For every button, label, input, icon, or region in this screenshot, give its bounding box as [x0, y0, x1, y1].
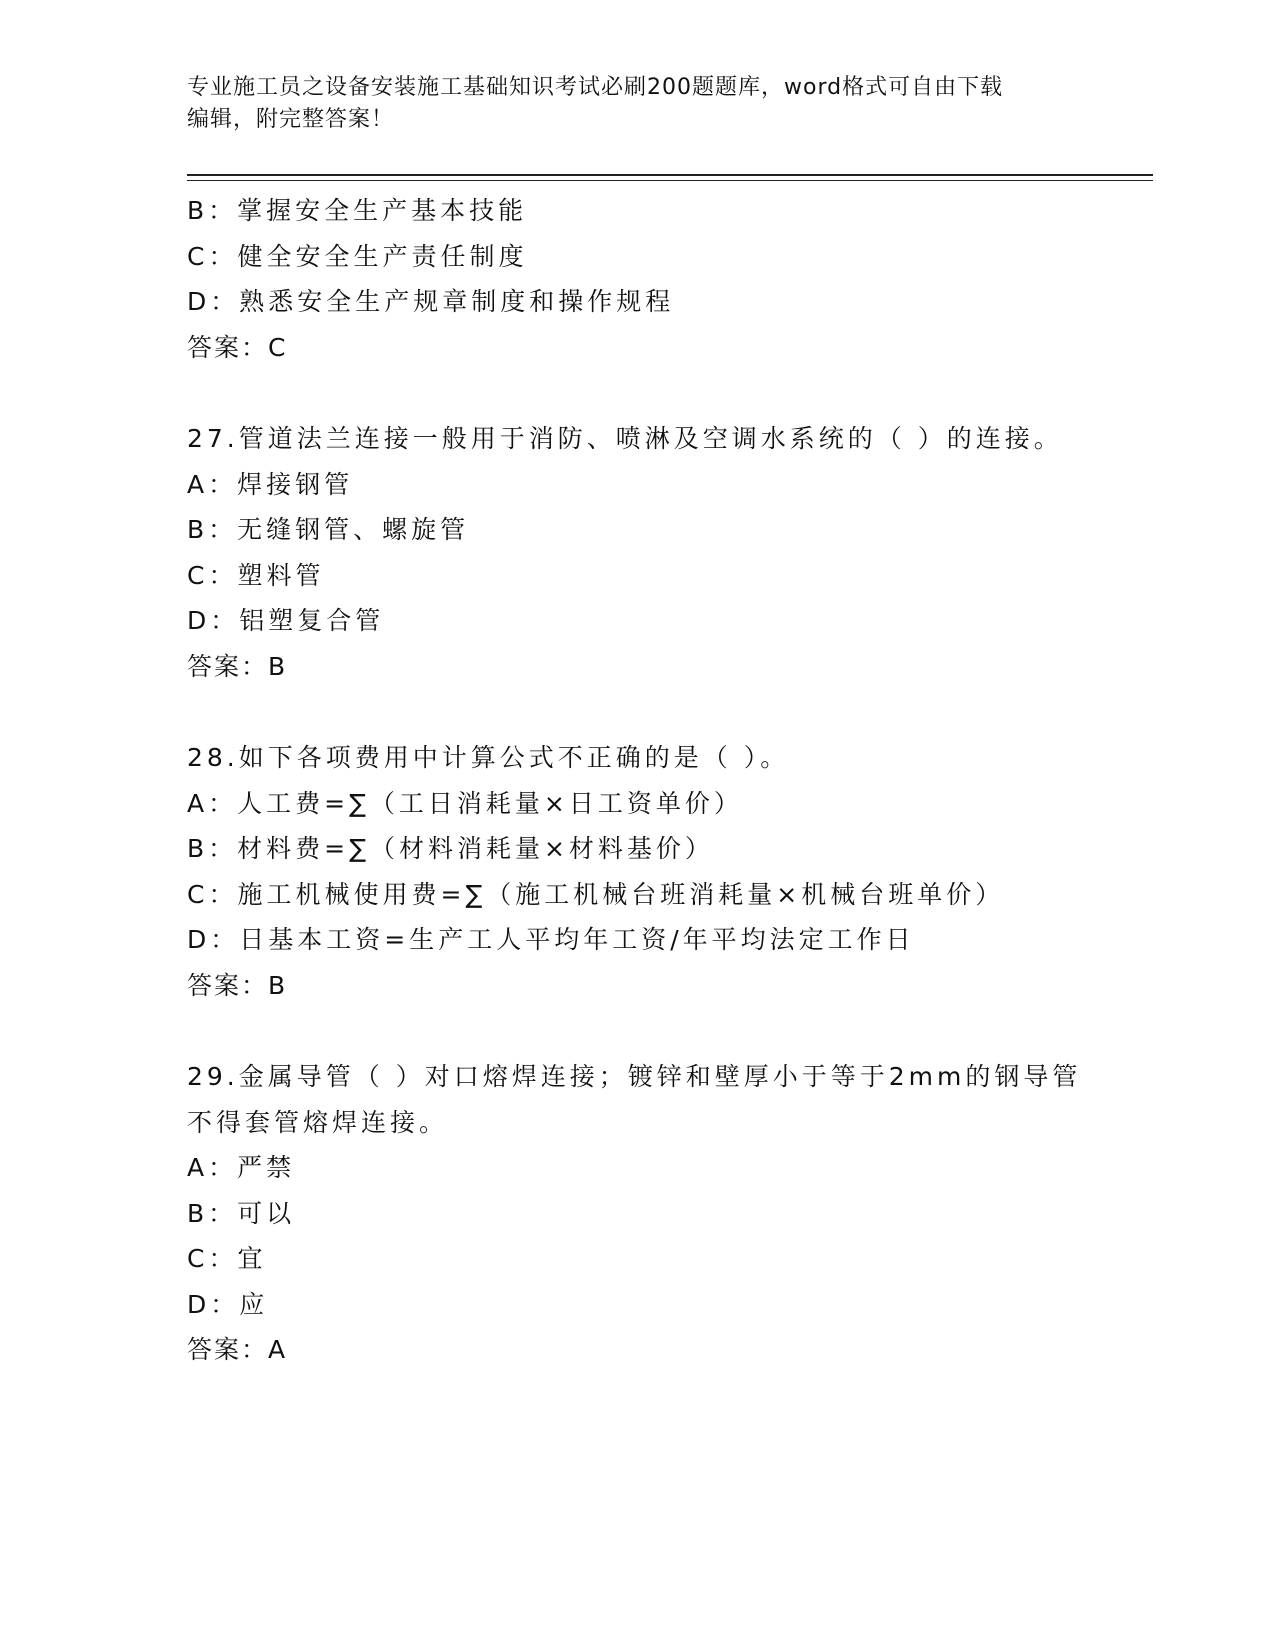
question-28 — [187, 735, 1147, 1008]
header-title-line-2: 编辑，附完整答案！ — [187, 107, 395, 132]
option-d: D：日基本工资=生产工人平均年工资/年平均法定工作日 — [187, 925, 915, 954]
option-b: B：无缝钢管、螺旋管 — [187, 515, 470, 544]
option-b: B：掌握安全生产基本技能 — [187, 196, 528, 225]
question-text: 28.如下各项费用中计算公式不正确的是（ ）。 — [187, 743, 790, 772]
document-header — [187, 72, 1087, 136]
option-d: D：熟悉安全生产规章制度和操作规程 — [187, 287, 675, 316]
option-c: C：施工机械使用费=∑（施工机械台班消耗量×机械台班单价） — [187, 879, 1005, 909]
question-26-continued — [187, 188, 1147, 370]
answer-line: 答案：A — [187, 1335, 288, 1364]
answer-line: 答案：B — [187, 651, 288, 681]
option-a: A：焊接钢管 — [187, 469, 354, 499]
answer-line: 答案：C — [187, 332, 288, 362]
spacer — [187, 689, 1147, 735]
spacer — [187, 370, 1147, 416]
option-c: C：宜 — [187, 1244, 267, 1273]
header-divider-thin — [187, 180, 1153, 181]
question-text-line-1: 29.金属导管（ ）对口熔焊连接；镀锌和壁厚小于等于2mm的钢导管 — [187, 1062, 1082, 1091]
question-29 — [187, 1054, 1147, 1373]
answer-line: 答案：B — [187, 970, 288, 1000]
option-b: B：材料费=∑（材料消耗量×材料基价） — [187, 834, 714, 863]
header-title-line-1: 专业施工员之设备安装施工基础知识考试必刷200题题库，word格式可自由下载 — [187, 75, 1004, 100]
option-d: D：应 — [187, 1289, 269, 1319]
header-divider-thick — [187, 174, 1153, 176]
option-c: C：健全安全生产责任制度 — [187, 241, 528, 271]
spacer — [187, 1008, 1147, 1054]
question-text-line-2: 不得套管熔焊连接。 — [187, 1107, 449, 1137]
option-c: C：塑料管 — [187, 560, 325, 590]
option-a: A：严禁 — [187, 1153, 296, 1182]
option-d: D：铝塑复合管 — [187, 606, 385, 635]
question-text: 27.管道法兰连接一般用于消防、喷淋及空调水系统的（ ）的连接。 — [187, 424, 1063, 453]
question-27 — [187, 416, 1147, 689]
option-a: A：人工费=∑（工日消耗量×日工资单价） — [187, 788, 743, 818]
option-b: B：可以 — [187, 1198, 296, 1228]
question-list — [187, 188, 1147, 1373]
